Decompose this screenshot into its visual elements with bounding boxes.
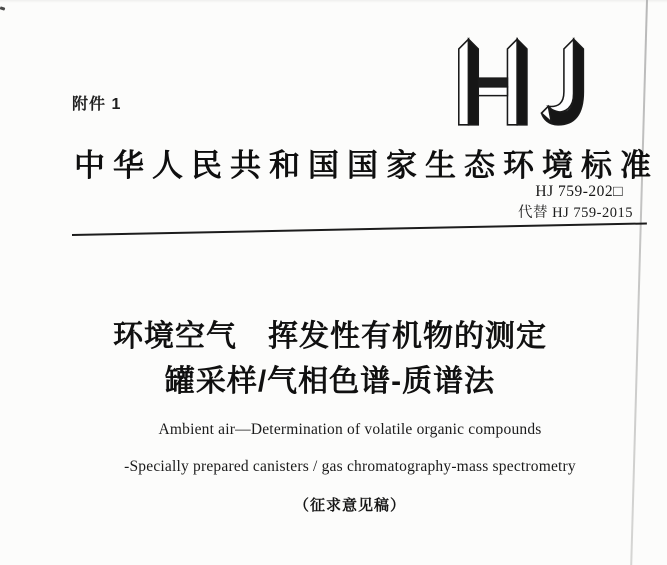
hj-logo — [451, 36, 597, 128]
standard-title-cn-line1: 环境空气 挥发性有机物的测定 — [113, 320, 547, 353]
page-edge-line — [630, 0, 648, 565]
replaces-standard: 代替 HJ 759-2015 — [518, 204, 633, 221]
standard-number-block — [518, 184, 633, 220]
standard-title-en-line1: Ambient air—Determination of volatile organic compounds — [158, 421, 542, 438]
standard-number: HJ 759-202□ — [535, 183, 623, 200]
header-rule — [72, 222, 647, 236]
scan-top-edge-shading — [0, 0, 667, 3]
national-standard-org-title: 中华人民共和国国家生态环境标准 — [74, 148, 659, 183]
standard-title-en-line2: -Specially prepared canisters / gas chromatography-mass spectrometry — [124, 458, 576, 475]
draft-for-comments-note: （征求意见稿） — [293, 497, 406, 514]
scan-speck-artifact — [0, 6, 5, 10]
standard-title-cn-line2: 罐采样/气相色谱-质谱法 — [164, 365, 496, 398]
attachment-label: 附件 1 — [72, 96, 122, 113]
